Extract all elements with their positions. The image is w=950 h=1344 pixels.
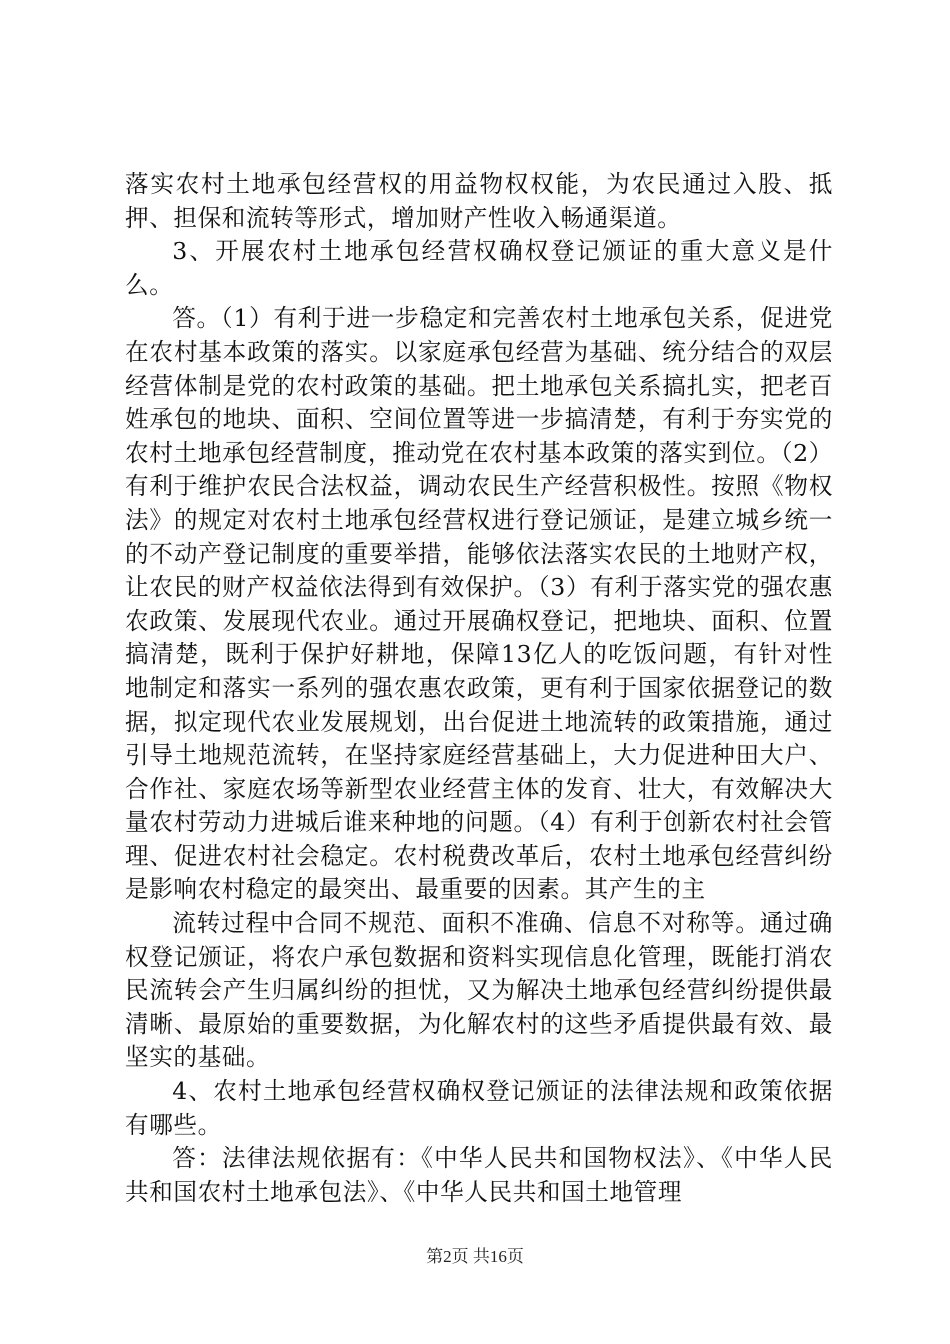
paragraph-1: 落实农村土地承包经营权的用益物权权能，为农民通过入股、抵押、担保和流转等形式，增加财产性收入畅通渠道。 bbox=[125, 170, 833, 232]
document-body bbox=[125, 168, 833, 1209]
paragraph-2-question-3: 3、开展农村土地承包经营权确权登记颁证的重大意义是什么。 bbox=[125, 237, 833, 299]
paragraph-6-answer-4: 答：法律法规依据有：《中华人民共和国物权法》、《中华人民共和国农村土地承包法》、《中华人民共和国土地管理 bbox=[125, 1144, 833, 1206]
paragraph-4-continuation: 流转过程中合同不规范、面积不准确、信息不对称等。通过确权登记颁证，将农户承包数据和资料实现信息化管理，既能打消农民流转会产生归属纠纷的担忧，又为解决土地承包经营纠纷提供最清晰、最原始的重要数据，为化解农村的这些矛盾提供最有效、最坚实的基础。 bbox=[125, 909, 833, 1072]
paragraph-3-answer-3: 答。（1）有利于进一步稳定和完善农村土地承包关系，促进党在农村基本政策的落实。以家庭承包经营为基础、统分结合的双层经营体制是党的农村政策的基础。把土地承包关系搞扎实，把老百姓承包的地块、面积、空间位置等进一步搞清楚，有利于夯实党的农村土地承包经营制度，推动党在农村基本政策的落实到位。（2）有利于维护农民合法权益，调动农民生产经营积极性。按照《物权法》的规定对农村土地承包经营权进行登记颁证，是建立城乡统一的不动产登记制度的重要举措，能够依法落实农民的土地财产权，让农民的财产权益依法得到有效保护。（3）有利于落实党的强农惠农政策、发展现代农业。通过开展确权登记，把地块、面积、位置搞清楚，既利于保护好耕地，保障13亿人的吃饭问题，有针对性地制定和落实一系列的强农惠农政策，更有利于国家依据登记的数据，拟定现代农业发展规划，出台促进土地流转的政策措施，通过引导土地规范流转，在坚持家庭经营基础上，大力促进种田大户、合作社、家庭农场等新型农业经营主体的发育、壮大，有效解决大量农村劳动力进城后谁来种地的问题。（4）有利于创新农村社会管理、促进农村社会稳定。农村税费改革后，农村土地承包经营纠纷是影响农村稳定的最突出、最重要的因素。其产生的主 bbox=[125, 304, 833, 904]
page-number-label: 第2页 共16页 bbox=[426, 1247, 524, 1266]
paragraph-5-question-4: 4、农村土地承包经营权确权登记颁证的法律法规和政策依据有哪些。 bbox=[125, 1077, 833, 1139]
page-footer bbox=[0, 1242, 950, 1267]
